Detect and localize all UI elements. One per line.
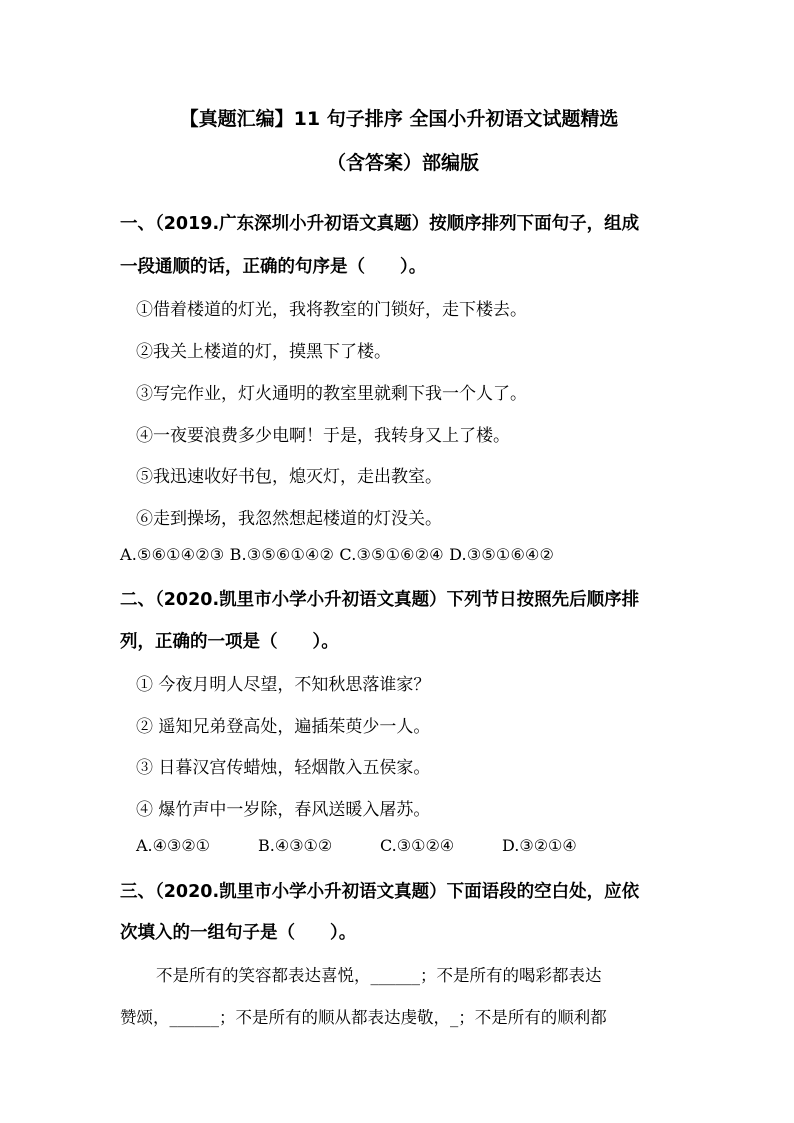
document-title-line1: 【真题汇编】11 句子排序 全国小升初语文试题精选 [179, 108, 619, 130]
question-3-line2: 次填入的一组句子是（ ）。 [120, 923, 357, 943]
q1-sentence-1: ①借着楼道的灯光，我将教室的门锁好，走下楼去。 [136, 300, 527, 320]
q2-choices [136, 836, 577, 855]
q1-sentence-4: ④一夜要浪费多少电啊！于是，我转身又上了楼。 [136, 426, 510, 446]
q2-sentence-3: ③ 日暮汉宫传蜡烛，轻烟散入五侯家。 [136, 758, 431, 778]
q2-sentence-2: ② 遥知兄弟登高处，遍插茱萸少一人。 [136, 717, 431, 737]
q2-choice-b: B.④③①② [258, 836, 333, 855]
q1-sentence-5: ⑤我迅速收好书包，熄灭灯，走出教室。 [136, 467, 442, 487]
q3-passage-line1: 不是所有的笑容都表达喜悦，______；不是所有的喝彩都表达 [156, 966, 602, 985]
document-title-line2: （含答案）部编版 [326, 152, 479, 174]
q1-sentence-6: ⑥走到操场，我忽然想起楼道的灯没关。 [136, 509, 442, 529]
q1-choices: A.⑤⑥①④②③ B.③⑤⑥①④② C.③⑤①⑥②④ D.③⑤①⑥④② [120, 545, 555, 564]
question-1-line2: 一段通顺的话，正确的句序是（ ）。 [120, 257, 427, 277]
q2-sentence-4: ④ 爆竹声中一岁除，春风送暖入屠苏。 [136, 800, 431, 820]
q2-choice-a: A.④③②① [136, 836, 211, 855]
q2-choice-d: D.③②①④ [502, 836, 577, 855]
q1-sentence-3: ③写完作业，灯火通明的教室里就剩下我一个人了。 [136, 384, 527, 404]
q2-sentence-1: ① 今夜月明人尽望，不知秋思落谁家？ [136, 675, 431, 695]
q1-sentence-2: ②我关上楼道的灯，摸黑下了楼。 [136, 342, 391, 362]
question-1-line1: 一、（2019.广东深圳小升初语文真题）按顺序排列下面句子，组成 [120, 214, 640, 234]
q2-choice-c: C.③①②④ [380, 836, 455, 855]
question-2-line2: 列，正确的一项是（ ）。 [120, 632, 339, 652]
q3-passage-line2: 赞颂，______；不是所有的顺从都表达虔敬，_；不是所有的顺利都 [120, 1008, 607, 1027]
question-2-line1: 二、（2020.凯里市小学小升初语文真题）下列节日按照先后顺序排 [120, 590, 640, 610]
question-3-line1: 三、（2020.凯里市小学小升初语文真题）下面语段的空白处，应依 [120, 882, 640, 902]
